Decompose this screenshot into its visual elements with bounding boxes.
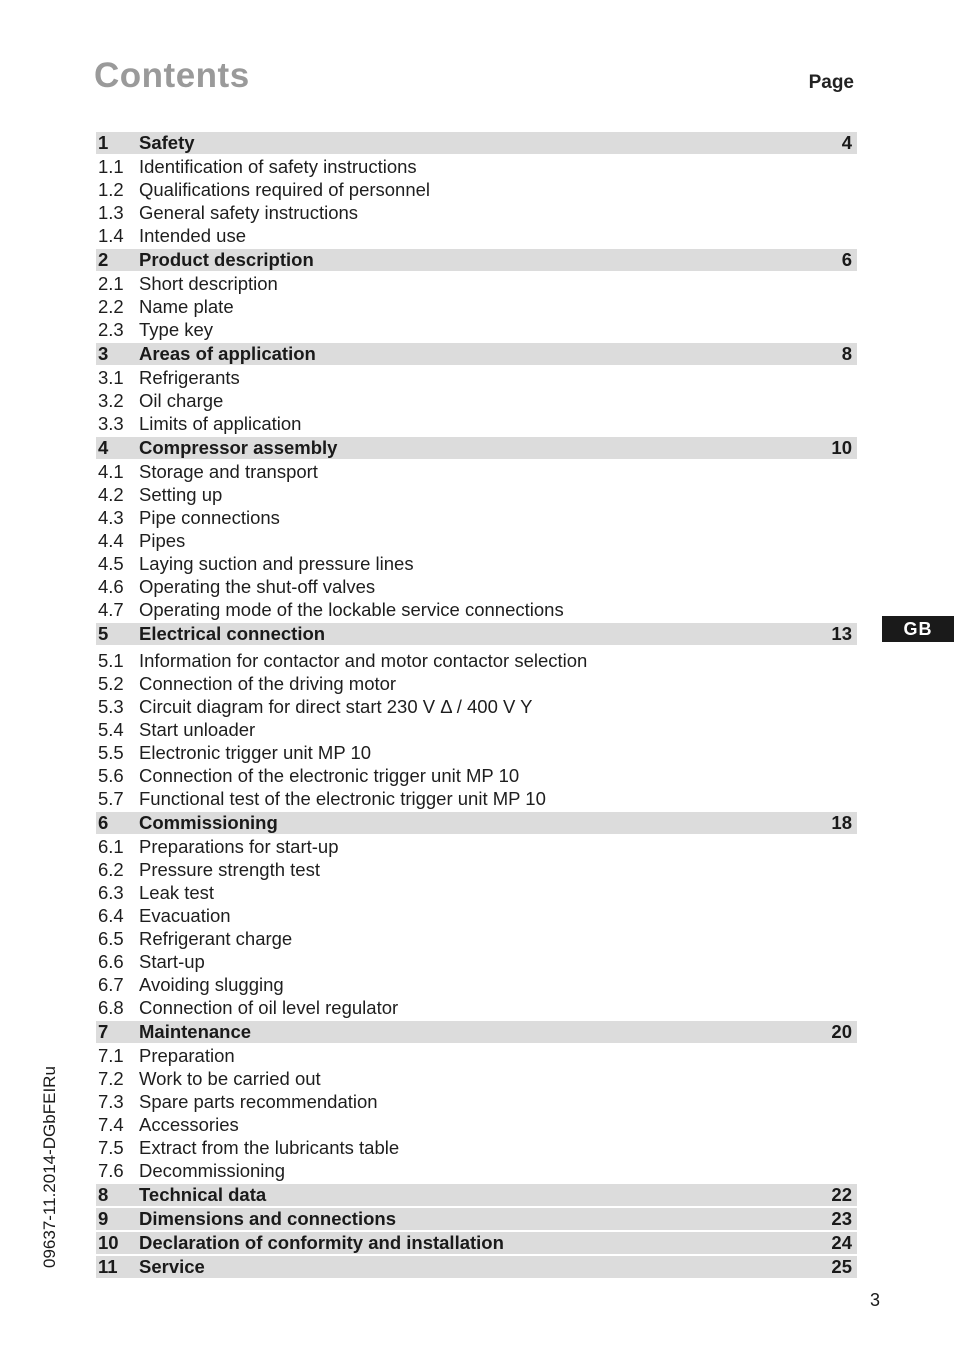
chapter-number: 6 [98,812,109,833]
toc-chapter-row[interactable] [96,437,857,459]
section-title: Pipe connections [139,506,280,528]
section-title: Pressure strength test [139,858,320,880]
section-number: 4.3 [98,506,124,528]
section-title: Identification of safety instructions [139,155,417,177]
section-title: Work to be carried out [139,1067,321,1089]
toc-section-row[interactable] [96,295,857,318]
section-title: Avoiding slugging [139,973,284,995]
chapter-page: 6 [841,249,852,270]
toc-section-row[interactable] [96,272,857,295]
section-title: Leak test [139,881,215,903]
section-title: Start-up [139,950,205,972]
section-title: Information for contactor and motor contactor selection [139,649,588,671]
section-title: Refrigerants [139,366,240,388]
section-number: 4.5 [98,552,124,574]
chapter-number: 8 [98,1184,109,1205]
toc-section-row[interactable] [96,672,857,695]
section-title: Decommissioning [139,1159,285,1181]
section-number: 5.1 [98,649,124,671]
toc-section-row[interactable] [96,318,857,341]
toc-section-row[interactable] [96,412,857,435]
toc-section-row[interactable] [96,389,857,412]
section-number: 1.1 [98,155,124,177]
section-title: Intended use [139,224,246,246]
section-number: 3.1 [98,366,124,388]
toc-chapter-row[interactable] [96,1232,857,1254]
page-title: Contents [94,56,250,95]
toc-section-row[interactable] [96,973,857,996]
toc-section-row[interactable] [96,695,857,718]
section-title: Electronic trigger unit MP 10 [139,741,372,763]
toc-chapter-row[interactable] [96,812,857,834]
section-number: 4.4 [98,529,124,551]
section-number: 6.6 [98,950,124,972]
chapter-page: 8 [841,343,852,364]
section-title: General safety instructions [139,201,359,223]
toc-section-row[interactable] [96,649,857,672]
section-number: 5.4 [98,718,124,740]
chapter-page: 18 [831,812,852,833]
section-number: 7.2 [98,1067,124,1089]
section-number: 1.3 [98,201,124,223]
section-number: 3.3 [98,412,124,434]
toc-section-row[interactable] [96,1044,857,1067]
section-number: 6.8 [98,996,124,1018]
chapter-title: Technical data [139,1184,267,1205]
chapter-title: Product description [139,249,314,270]
table-of-contents [96,130,857,1279]
chapter-number: 5 [98,623,109,644]
chapter-page: 4 [841,132,852,153]
section-title: Operating the shut-off valves [139,575,376,597]
language-tab: GB [882,616,954,642]
section-number: 7.3 [98,1090,124,1112]
toc-chapter-row[interactable] [96,132,857,154]
section-title: Operating mode of the lockable service connections [139,598,564,620]
toc-section-row[interactable] [96,858,857,881]
section-title: Limits of application [139,412,302,434]
chapter-page: 25 [831,1256,852,1277]
toc-section-row[interactable] [96,224,857,247]
toc-section-row[interactable] [96,1159,857,1182]
section-title: Connection of the electronic trigger unit MP 10 [139,764,520,786]
section-title: Pipes [139,529,186,551]
section-number: 6.7 [98,973,124,995]
chapter-page: 22 [831,1184,852,1205]
toc-section-row[interactable] [96,483,857,506]
section-number: 2.1 [98,272,124,294]
section-number: 1.2 [98,178,124,200]
section-number: 7.6 [98,1159,124,1181]
section-number: 6.5 [98,927,124,949]
section-title: Accessories [139,1113,239,1135]
section-number: 1.4 [98,224,124,246]
toc-section-row[interactable] [96,950,857,973]
toc-chapter-row[interactable] [96,1256,857,1278]
section-number: 7.4 [98,1113,124,1135]
toc-chapter-row[interactable] [96,343,857,365]
toc-section-row[interactable] [96,552,857,575]
toc-section-row[interactable] [96,1067,857,1090]
section-title: Evacuation [139,904,231,926]
section-title: Start unloader [139,718,256,740]
section-number: 6.4 [98,904,124,926]
section-number: 5.7 [98,787,124,809]
section-title: Qualifications required of personnel [139,178,431,200]
section-title: Circuit diagram for direct start 230 V Δ / 400 V Y [139,695,533,717]
section-number: 5.5 [98,741,124,763]
toc-section-row[interactable] [96,506,857,529]
section-title: Type key [139,318,214,340]
chapter-number: 11 [98,1256,118,1277]
toc-chapter-row[interactable] [96,1021,857,1043]
section-title: Refrigerant charge [139,927,293,949]
toc-section-row[interactable] [96,1113,857,1136]
toc-section-row[interactable] [96,366,857,389]
toc-section-row[interactable] [96,529,857,552]
chapter-number: 9 [98,1208,109,1229]
chapter-page: 20 [831,1021,852,1042]
chapter-title: Declaration of conformity and installation [139,1232,504,1253]
chapter-number: 7 [98,1021,109,1042]
chapter-title: Service [139,1256,205,1277]
section-number: 5.6 [98,764,124,786]
section-number: 4.7 [98,598,124,620]
toc-section-row[interactable] [96,741,857,764]
chapter-title: Electrical connection [139,623,326,644]
section-title: Spare parts recommendation [139,1090,378,1112]
section-title: Preparations for start-up [139,835,339,857]
section-number: 5.2 [98,672,124,694]
section-number: 2.2 [98,295,124,317]
section-title: Connection of oil level regulator [139,996,399,1018]
section-number: 6.2 [98,858,124,880]
chapter-number: 10 [98,1232,119,1253]
chapter-number: 2 [98,249,109,270]
toc-section-row[interactable] [96,718,857,741]
section-title: Laying suction and pressure lines [139,552,414,574]
section-number: 3.2 [98,389,124,411]
chapter-title: Compressor assembly [139,437,338,458]
section-title: Oil charge [139,389,224,411]
chapter-page: 13 [831,623,852,644]
toc-chapter-row[interactable] [96,1208,857,1230]
toc-section-row[interactable] [96,927,857,950]
chapter-page: 24 [831,1232,852,1253]
section-title: Name plate [139,295,234,317]
section-number: 5.3 [98,695,124,717]
toc-section-row[interactable] [96,1090,857,1113]
chapter-number: 3 [98,343,109,364]
section-number: 4.2 [98,483,124,505]
toc-section-row[interactable] [96,787,857,810]
toc-section-row[interactable] [96,201,857,224]
section-title: Preparation [139,1044,235,1066]
page-number: 3 [869,1290,880,1310]
section-title: Storage and transport [139,460,318,482]
toc-chapter-row[interactable] [96,1184,857,1206]
toc-section-row[interactable] [96,460,857,483]
chapter-title: Maintenance [139,1021,252,1042]
toc-section-row[interactable] [96,881,857,904]
chapter-title: Dimensions and connections [139,1208,396,1229]
document-id: 09637-11.2014-DGbFEIRu [40,1066,59,1268]
toc-section-row[interactable] [96,575,857,598]
toc-section-row[interactable] [96,835,857,858]
chapter-title: Commissioning [139,812,278,833]
section-number: 2.3 [98,318,124,340]
section-title: Short description [139,272,278,294]
toc-chapter-row[interactable] [96,249,857,271]
chapter-title: Safety [139,132,195,153]
section-number: 7.5 [98,1136,124,1158]
chapter-number: 4 [98,437,109,458]
toc-section-row[interactable] [96,178,857,201]
section-title: Setting up [139,483,223,505]
toc-section-row[interactable] [96,598,857,621]
section-number: 7.1 [98,1044,124,1066]
section-title: Functional test of the electronic trigger unit MP 10 [139,787,546,809]
section-number: 6.1 [98,835,124,857]
toc-section-row[interactable] [96,1136,857,1159]
section-title: Extract from the lubricants table [139,1136,400,1158]
chapter-page: 10 [831,437,852,458]
section-number: 4.1 [98,460,124,482]
page-column-header: Page [808,72,854,93]
toc-chapter-row[interactable] [96,623,857,645]
chapter-title: Areas of application [139,343,316,364]
chapter-number: 1 [98,132,109,153]
section-number: 4.6 [98,575,124,597]
toc-section-row[interactable] [96,996,857,1019]
toc-section-row[interactable] [96,764,857,787]
toc-section-row[interactable] [96,155,857,178]
section-number: 6.3 [98,881,124,903]
chapter-page: 23 [831,1208,852,1229]
section-title: Connection of the driving motor [139,672,397,694]
toc-section-row[interactable] [96,904,857,927]
